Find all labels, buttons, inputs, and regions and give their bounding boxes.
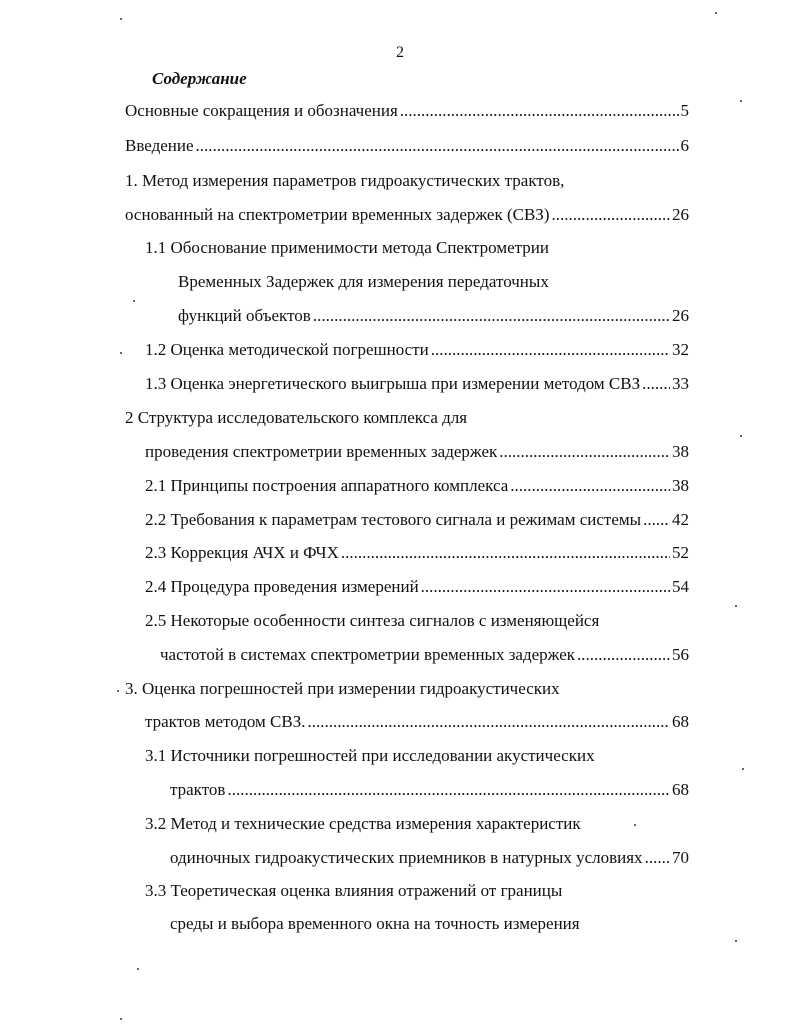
toc-entry xyxy=(145,543,689,567)
toc-entry-text: Введение xyxy=(125,136,194,155)
toc-entry xyxy=(145,374,689,398)
toc-entry-text: трактов методом СВЗ. xyxy=(145,712,306,731)
toc-entry-page: 38 xyxy=(672,476,689,495)
scan-speck xyxy=(120,18,122,20)
toc-entry-page: 54 xyxy=(672,577,689,596)
scan-speck xyxy=(120,1018,122,1020)
toc-entry xyxy=(145,442,689,466)
toc-entry-text: среды и выбора временного окна на точность измерения xyxy=(170,914,580,933)
toc-entry xyxy=(125,101,689,125)
dot-leader xyxy=(552,205,671,225)
toc-title: Содержание xyxy=(152,69,247,88)
toc-entry-text: Основные сокращения и обозначения xyxy=(125,101,398,120)
toc-entry-text: проведения спектрометрии временных задержек xyxy=(145,442,498,461)
toc-entry xyxy=(178,306,689,330)
dot-leader xyxy=(577,645,670,665)
toc-entry xyxy=(125,136,689,160)
toc-entry-text: 3. Оценка погрешностей при измерении гидроакустических xyxy=(125,679,560,698)
toc-entry-text: 2.4 Процедура проведения измерений xyxy=(145,577,419,596)
dot-leader xyxy=(431,340,670,360)
toc-entry-page: 70 xyxy=(672,848,689,867)
toc-entry-page: 32 xyxy=(672,340,689,359)
toc-entry-text: 1.2 Оценка методической погрешности xyxy=(145,340,429,359)
toc-entry xyxy=(170,848,689,872)
dot-leader xyxy=(645,848,670,868)
scan-speck xyxy=(133,300,135,302)
toc-entry xyxy=(145,476,689,500)
toc-entry-page: 26 xyxy=(672,205,689,224)
toc-entry-page: 6 xyxy=(680,136,689,155)
toc-entry-page: 52 xyxy=(672,543,689,562)
toc-entry-page: 42 xyxy=(672,510,689,529)
toc-entry xyxy=(145,340,689,364)
dot-leader xyxy=(308,712,671,732)
toc-entry-text: 2.3 Коррекция АЧХ и ФЧХ xyxy=(145,543,339,562)
toc-entry-page: 68 xyxy=(672,712,689,731)
dot-leader xyxy=(341,543,670,563)
toc-entry-text: 2 Структура исследовательского комплекса для xyxy=(125,408,468,427)
toc-entry-text: 1.1 Обоснование применимости метода Спектрометрии xyxy=(145,238,549,257)
toc-entry xyxy=(145,577,689,601)
toc-entry xyxy=(145,712,689,736)
toc-entry xyxy=(145,510,689,534)
toc-entry-text: 2.5 Некоторые особенности синтеза сигналов с изменяющейся xyxy=(145,611,600,630)
scan-speck xyxy=(735,605,737,607)
dot-leader xyxy=(421,577,670,597)
toc-entry-text: 1.3 Оценка энергетического выигрыша при измерении методом СВЗ xyxy=(145,374,641,393)
toc-entry-text: 3.3 Теоретическая оценка влияния отражений от границы xyxy=(145,881,563,900)
scan-speck xyxy=(740,100,742,102)
dot-leader xyxy=(196,136,679,156)
scan-speck xyxy=(735,940,737,942)
toc-entry-text: 2.1 Принципы построения аппаратного комплекса xyxy=(145,476,509,495)
toc-entry xyxy=(160,645,689,669)
toc-entry-page: 68 xyxy=(672,780,689,799)
toc-entry-page: 38 xyxy=(672,442,689,461)
dot-leader xyxy=(313,306,670,326)
scan-speck xyxy=(740,435,742,437)
scan-speck xyxy=(742,768,744,770)
scan-speck xyxy=(715,12,717,14)
dot-leader xyxy=(642,374,670,394)
toc-entry-text: функций объектов xyxy=(178,306,311,325)
toc-entry-page: 26 xyxy=(672,306,689,325)
dot-leader xyxy=(227,780,670,800)
toc-entry-text: трактов xyxy=(170,780,226,799)
toc-entry xyxy=(170,780,689,804)
dot-leader xyxy=(499,442,670,462)
scan-speck xyxy=(137,968,139,970)
dot-leader xyxy=(510,476,670,496)
toc-entry-text: 3.2 Метод и технические средства измерения характеристик xyxy=(145,814,581,833)
toc-entry-text: одиночных гидроакустических приемников в натурных условиях xyxy=(170,848,643,867)
dot-leader xyxy=(400,101,679,121)
toc-entry-text: 3.1 Источники погрешностей при исследовании акустических xyxy=(145,746,595,765)
toc-entry-text: 1. Метод измерения параметров гидроакустических трактов, xyxy=(125,171,565,190)
dot-leader xyxy=(643,510,670,530)
toc-entry-page: 5 xyxy=(680,101,689,120)
toc-entry-text: частотой в системах спектрометрии временных задержек xyxy=(160,645,575,664)
toc-entry-text: Временных Задержек для измерения передаточных xyxy=(178,272,549,291)
page-number: 2 xyxy=(396,44,404,61)
toc-entry-page: 56 xyxy=(672,645,689,664)
toc-entry-page: 33 xyxy=(672,374,689,393)
scan-speck xyxy=(120,352,122,354)
scan-speck xyxy=(634,824,636,826)
toc-entry-text: 2.2 Требования к параметрам тестового сигнала и режимам системы xyxy=(145,510,642,529)
toc-entry-text: основанный на спектрометрии временных задержек (СВЗ) xyxy=(125,205,550,224)
scan-speck xyxy=(117,690,119,692)
toc-entry xyxy=(125,205,689,229)
